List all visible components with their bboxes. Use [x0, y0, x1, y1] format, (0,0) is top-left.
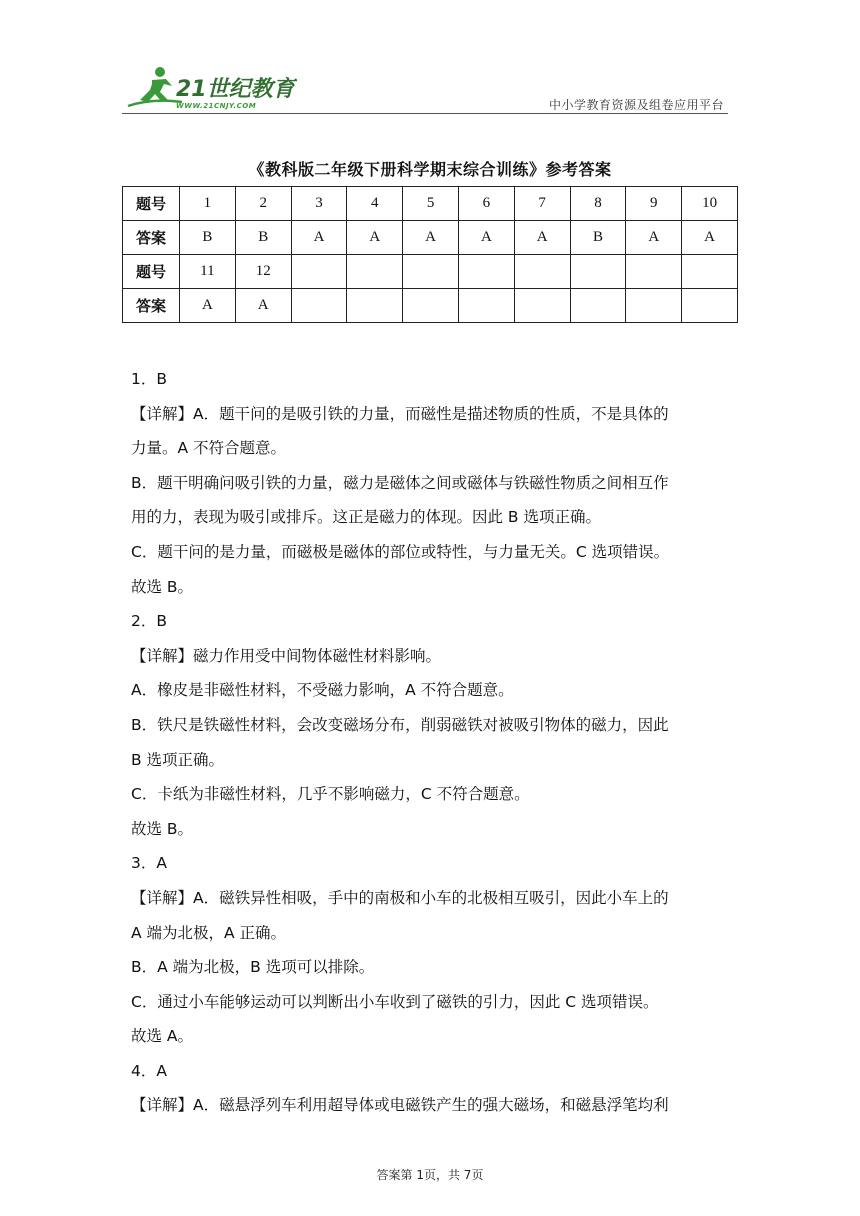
- table-cell: 3: [291, 187, 347, 221]
- table-cell: 11: [180, 255, 236, 289]
- text-line: 用的力，表现为吸引或排斥。这正是磁力的体现。因此 B 选项正确。: [131, 508, 601, 527]
- table-cell: 2: [235, 187, 291, 221]
- table-cell: [570, 289, 626, 323]
- page-title: 《教科版二年级下册科学期末综合训练》参考答案: [248, 160, 612, 179]
- text-line: C．卡纸为非磁性材料，几乎不影响磁力，C 不符合题意。: [131, 785, 530, 804]
- table-cell: A: [458, 221, 514, 255]
- row-label: 题号: [123, 187, 180, 221]
- header-divider: [122, 113, 728, 114]
- table-cell: [514, 255, 570, 289]
- page-header: [122, 62, 728, 114]
- table-cell: A: [180, 289, 236, 323]
- text-line: 力量。A 不符合题意。: [131, 439, 287, 458]
- logo: [122, 62, 297, 114]
- page-footer: 答案第 1页，共 7页: [376, 1168, 484, 1182]
- text-line: 【详解】A．磁悬浮列车利用超导体或电磁铁产生的强大磁场，和磁悬浮笔均利: [131, 1096, 669, 1115]
- text-line: B．题干明确问吸引铁的力量，磁力是磁体之间或磁体与铁磁性物质之间相互作: [131, 473, 669, 492]
- table-row: [123, 221, 738, 255]
- table-cell: 12: [235, 255, 291, 289]
- text-line: 2．B: [131, 612, 167, 631]
- text-line: 故选 B。: [131, 819, 194, 838]
- table-cell: B: [570, 221, 626, 255]
- table-cell: A: [626, 221, 682, 255]
- table-cell: [347, 289, 403, 323]
- table-cell: B: [180, 221, 236, 255]
- text-line: 4．A: [131, 1061, 167, 1080]
- table-cell: 7: [514, 187, 570, 221]
- table-cell: [570, 255, 626, 289]
- table-cell: A: [235, 289, 291, 323]
- text-line: C．通过小车能够运动可以判断出小车收到了磁铁的引力，因此 C 选项错误。: [131, 992, 659, 1011]
- logo-wordmark: 21世纪教育: [176, 77, 295, 102]
- table-cell: [626, 289, 682, 323]
- answer-explanations: [131, 362, 743, 1123]
- table-row: [123, 289, 738, 323]
- table-cell: 5: [403, 187, 459, 221]
- platform-label: 中小学教育资源及组卷应用平台: [548, 98, 724, 112]
- table-cell: [458, 289, 514, 323]
- row-label: 答案: [123, 289, 180, 323]
- table-cell: 8: [570, 187, 626, 221]
- text-line: A．橡皮是非磁性材料，不受磁力影响，A 不符合题意。: [131, 681, 514, 700]
- table-cell: [514, 289, 570, 323]
- table-cell: A: [682, 221, 738, 255]
- logo-url: WWW.21CNJY.COM: [176, 102, 257, 110]
- table-cell: A: [347, 221, 403, 255]
- table-cell: [682, 255, 738, 289]
- text-line: B．A 端为北极，B 选项可以排除。: [131, 958, 375, 977]
- table-cell: 6: [458, 187, 514, 221]
- row-label: 答案: [123, 221, 180, 255]
- text-line: C．题干问的是力量，而磁极是磁体的部位或特性，与力量无关。C 选项错误。: [131, 542, 670, 561]
- table-cell: 9: [626, 187, 682, 221]
- table-row: [123, 187, 738, 221]
- table-cell: [347, 255, 403, 289]
- table-cell: 1: [180, 187, 236, 221]
- text-line: 3．A: [131, 854, 167, 873]
- table-cell: [291, 289, 347, 323]
- table-row: [123, 255, 738, 289]
- answer-table: [122, 186, 738, 323]
- row-label: 题号: [123, 255, 180, 289]
- table-cell: 4: [347, 187, 403, 221]
- table-cell: B: [235, 221, 291, 255]
- text-line: 故选 A。: [131, 1027, 194, 1046]
- text-line: 故选 B。: [131, 577, 194, 596]
- table-cell: A: [291, 221, 347, 255]
- text-line: 1．B: [131, 370, 167, 388]
- text-line: 【详解】A．题干问的是吸引铁的力量，而磁性是描述物质的性质，不是具体的: [131, 404, 669, 423]
- table-cell: [291, 255, 347, 289]
- text-line: B．铁尺是铁磁性材料，会改变磁场分布，削弱磁铁对被吸引物体的磁力，因此: [131, 715, 669, 734]
- table-cell: [682, 289, 738, 323]
- text-line: 【详解】磁力作用受中间物体磁性材料影响。: [131, 646, 442, 665]
- table-cell: A: [514, 221, 570, 255]
- table-cell: 10: [682, 187, 738, 221]
- table-cell: A: [403, 221, 459, 255]
- text-line: B 选项正确。: [131, 750, 225, 769]
- text-line: 【详解】A．磁铁异性相吸，手中的南极和小车的北极相互吸引，因此小车上的: [131, 888, 669, 907]
- table-cell: [458, 255, 514, 289]
- table-cell: [626, 255, 682, 289]
- table-cell: [403, 289, 459, 323]
- table-cell: [403, 255, 459, 289]
- text-line: A 端为北极，A 正确。: [131, 923, 287, 942]
